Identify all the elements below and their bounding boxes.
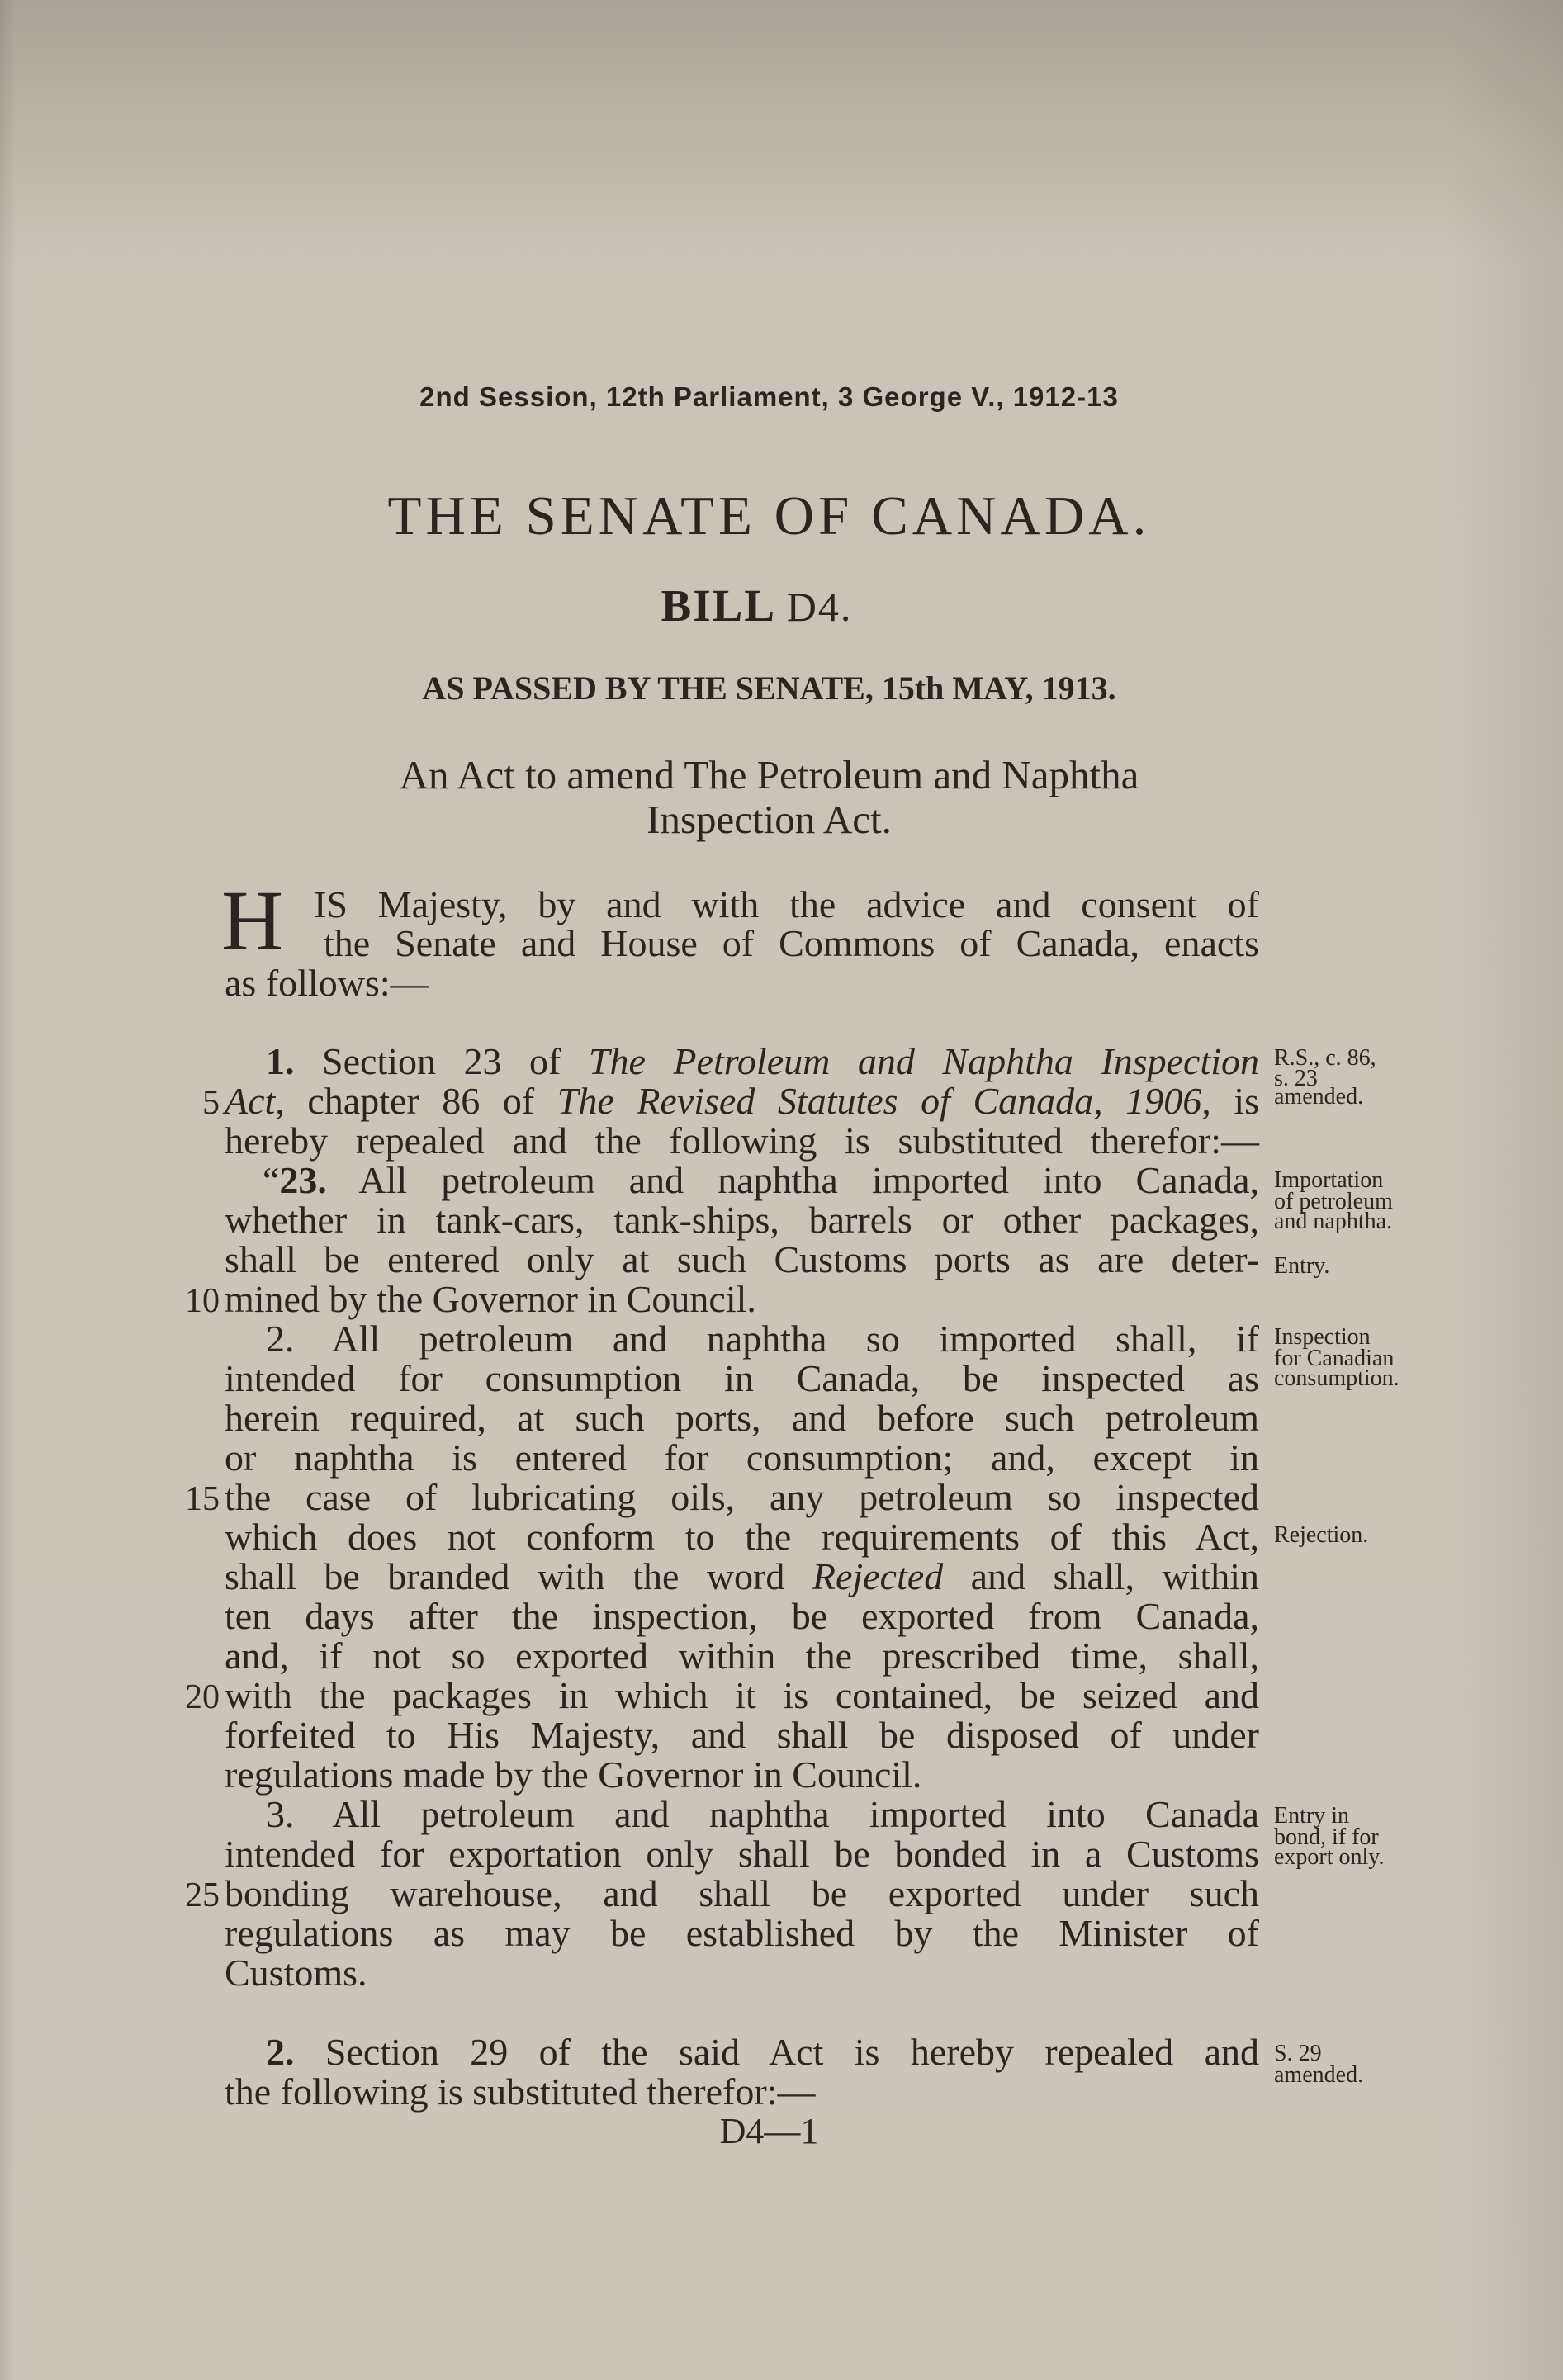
body-line-12: the case of lubricating oils, any petroleum so inspected [225,1476,1259,1518]
body-line-20: 3. All petroleum and naphtha imported into Canada [266,1793,1259,1835]
preamble-line-2: the Senate and House of Commons of Canada, enacts [324,922,1259,964]
page-footer-id: D4—1 [719,2111,819,2151]
line-number-20: 20 [185,1678,220,1716]
body-line-1: 1. Section 23 of The Petroleum and Naphtha Inspection [266,1040,1259,1082]
line-number-15: 15 [185,1480,220,1518]
body-line-26: the following is substituted therefor:— [225,2070,816,2113]
margin-note-entry: Entry. [1274,1253,1330,1279]
preamble-line-1: IS Majesty, by and with the advice and consent of [314,883,1259,925]
body-line-25: 2. Section 29 of the said Act is hereby repealed and [266,2031,1259,2073]
body-line-21: intended for exportation only shall be bonded in a Customs [225,1833,1259,1875]
body-line-17: with the packages in which it is contained, be seized and [225,1674,1259,1716]
body-line-8: 2. All petroleum and naphtha so imported shall, if [266,1318,1259,1360]
margin-note-section-23-amended: R.S., c. 86, s. 23 amended. [1274,1045,1376,1110]
body-line-24: Customs. [225,1952,367,1994]
section-number-1: 1. [266,1040,295,1082]
body-line-16: and, if not so exported within the prescribed time, shall, [225,1635,1259,1677]
margin-note-inspection: Inspection for Canadian consumption. [1274,1324,1400,1391]
line-number-25: 25 [185,1876,220,1914]
page-shadow-right [1447,0,1563,2380]
margin-note-rejection: Rejection. [1274,1522,1369,1548]
act-title-line-2: Inspection Act. [647,797,892,842]
body-line-5: whether in tank-cars, tank-ships, barrels or other packages, [225,1199,1259,1241]
session-heading: 2nd Session, 12th Parliament, 3 George V., 1912-13 [419,381,1119,412]
passed-heading: AS PASSED BY THE SENATE, 15th MAY, 1913. [422,670,1116,707]
body-line-7: mined by the Governor in Council. [225,1278,756,1320]
body-line-18: forfeited to His Majesty, and shall be disposed of under [225,1714,1259,1756]
act-title [0,753,1563,842]
margin-note-entry-in-bond: Entry in bond, if for export only. [1274,1803,1385,1870]
body-line-6: shall be entered only at such Customs ports as are deter- [225,1238,1259,1280]
act-title-line-1: An Act to amend The Petroleum and Naphtha [399,752,1139,797]
body-line-15: ten days after the inspection, be exported from Canada, [225,1595,1259,1637]
bill-label: BILL [661,580,774,631]
margin-note-section-29-amended: S. 29 amended. [1274,2041,1364,2088]
body-line-3: hereby repealed and the following is substituted therefor:— [225,1119,1259,1162]
body-line-10: herein required, at such ports, and before such petroleum [225,1397,1259,1439]
body-line-19: regulations made by the Governor in Council. [225,1753,922,1796]
section-number-2: 2. [266,2031,295,2073]
body-line-13: which does not conform to the requirements of this Act, [225,1516,1259,1558]
bill-heading [0,580,1563,632]
margin-note-importation: Importation of petroleum and naphtha. [1274,1167,1393,1234]
section-number-23: 23. [279,1159,327,1201]
line-number-5: 5 [202,1084,220,1122]
body-line-2: Act, chapter 86 of The Revised Statutes of Canada, 1906, is [225,1080,1260,1122]
body-line-4: “23. All petroleum and naphtha imported into Canada, [263,1159,1259,1201]
senate-title: THE SENATE OF CANADA. [387,485,1151,547]
page-shadow-left [0,0,17,2380]
body-line-23: regulations as may be established by the Minister of [225,1912,1259,1954]
line-number-10: 10 [185,1282,220,1320]
bill-number: D4. [786,584,853,630]
body-line-22: bonding warehouse, and shall be exported under such [225,1872,1259,1914]
preamble-line-3: as follows:— [225,962,429,1004]
body-line-11: or naphtha is entered for consumption; and, except in [225,1436,1259,1479]
body-line-14: shall be branded with the word Rejected and shall, within [225,1555,1260,1597]
body-line-9: intended for consumption in Canada, be inspected as [225,1357,1259,1399]
drop-cap: H [221,873,284,968]
